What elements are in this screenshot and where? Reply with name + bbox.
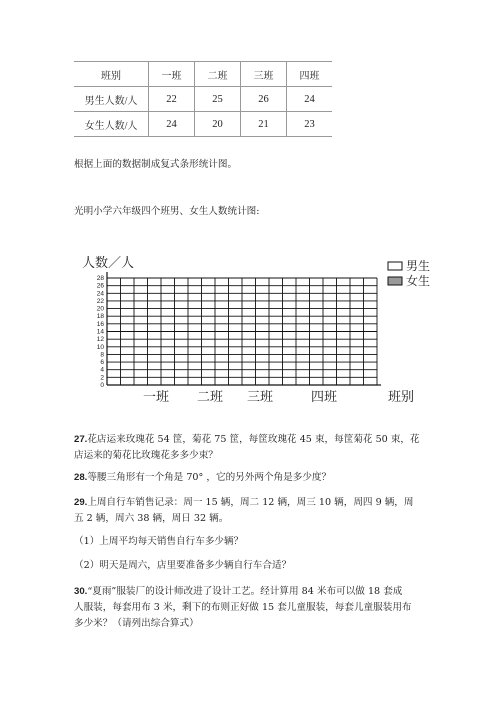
y-tick-label: 26 <box>96 282 104 290</box>
x-category-label: 二班 <box>196 389 224 404</box>
table-header-cell: 二班 <box>195 62 241 87</box>
question-number: 27. <box>74 434 88 445</box>
question-30-line3: 多少米？（请列出综合算式） <box>74 618 199 629</box>
legend-label: 女生 <box>406 274 431 288</box>
question-number: 30. <box>74 586 88 597</box>
table-cell: 22 <box>149 87 195 112</box>
table-cell: 21 <box>241 112 287 137</box>
table-cell: 24 <box>149 112 195 137</box>
legend-swatch <box>388 277 402 285</box>
table-cell: 25 <box>195 87 241 112</box>
table-row <box>74 87 332 112</box>
y-axis-label: 人数／人 <box>82 255 135 270</box>
table-cell: 20 <box>195 112 241 137</box>
table-cell: 23 <box>287 112 333 137</box>
y-tick-label: 4 <box>100 366 104 374</box>
y-tick-label: 24 <box>96 290 104 298</box>
legend-label: 男生 <box>406 259 431 273</box>
y-tick-label: 0 <box>100 382 104 389</box>
table-cell: 26 <box>241 87 287 112</box>
blank-bar-chart <box>0 240 500 415</box>
x-category-label: 四班 <box>310 389 338 404</box>
x-category-label: 一班 <box>142 389 170 404</box>
question-29-sub1: （1）上周平均每天销售自行车多少辆？ <box>74 536 244 547</box>
instruction-text: 根据上面的数据制成复式条形统计图。 <box>74 159 238 170</box>
table-header-cell: 四班 <box>287 62 333 87</box>
y-tick-label: 20 <box>96 305 104 313</box>
y-tick-label: 12 <box>96 336 104 344</box>
question-number: 28. <box>74 472 88 483</box>
y-tick-label: 14 <box>96 328 104 336</box>
y-tick-label: 6 <box>100 359 104 367</box>
table-header-row <box>74 62 332 87</box>
question-30-line2: 人服装，每套用布 3 米，剩下的布则正好做 15 套儿童服装，每套儿童服装用布 <box>74 602 412 613</box>
x-category-labels <box>143 389 337 404</box>
question-29-line2: 五 2 辆，周六 38 辆，周日 32 辆。 <box>74 513 229 524</box>
question-text: 花店运来玫瑰花 54 筐，菊花 75 筐，每筐玫瑰花 45 束，每筐菊花 50 束，花 <box>87 434 420 445</box>
y-tick-labels <box>97 275 105 389</box>
question-29 <box>74 495 414 511</box>
table-header-cell: 一班 <box>149 62 195 87</box>
legend-swatch <box>388 262 402 270</box>
question-text: 上周自行车销售记录：周一 15 辆，周二 12 辆，周三 10 辆，周四 9 辆，周 <box>87 497 414 508</box>
question-27-line2: 店运来的菊花比玫瑰花多多少束？ <box>74 450 218 461</box>
chart-grid <box>107 272 381 385</box>
table-header-cell: 班别 <box>74 62 149 87</box>
y-tick-label: 8 <box>100 351 104 359</box>
x-axis-label: 班别 <box>388 389 415 404</box>
question-text: 等腰三角形有一个角是 70° ，它的另外两个角是多少度？ <box>87 472 332 483</box>
question-30 <box>74 584 402 600</box>
y-tick-label: 28 <box>96 275 104 282</box>
chart-legend <box>388 258 430 288</box>
row-label: 女生人数/人 <box>74 112 149 137</box>
chart-title: 光明小学六年级四个班男、女生人数统计图: <box>74 206 260 217</box>
question-text: “夏雨”服装厂的设计师改进了设计工艺。经计算用 84 米布可以做 18 套成 <box>87 586 403 597</box>
question-number: 29. <box>74 497 88 508</box>
y-tick-label: 22 <box>96 297 104 305</box>
question-29-sub2: （2）明天是周六，店里要准备多少辆自行车合适？ <box>74 560 292 571</box>
table-row <box>74 112 332 137</box>
x-category-label: 三班 <box>246 389 274 404</box>
question-28 <box>74 470 331 486</box>
y-tick-label: 10 <box>96 343 104 351</box>
class-data-table <box>74 61 332 137</box>
table-cell: 24 <box>287 87 333 112</box>
row-label: 男生人数/人 <box>74 87 149 112</box>
y-tick-label: 2 <box>100 374 104 382</box>
table-header-cell: 三班 <box>241 62 287 87</box>
question-27 <box>74 432 420 448</box>
y-tick-label: 16 <box>96 320 104 328</box>
y-tick-label: 18 <box>96 313 104 321</box>
